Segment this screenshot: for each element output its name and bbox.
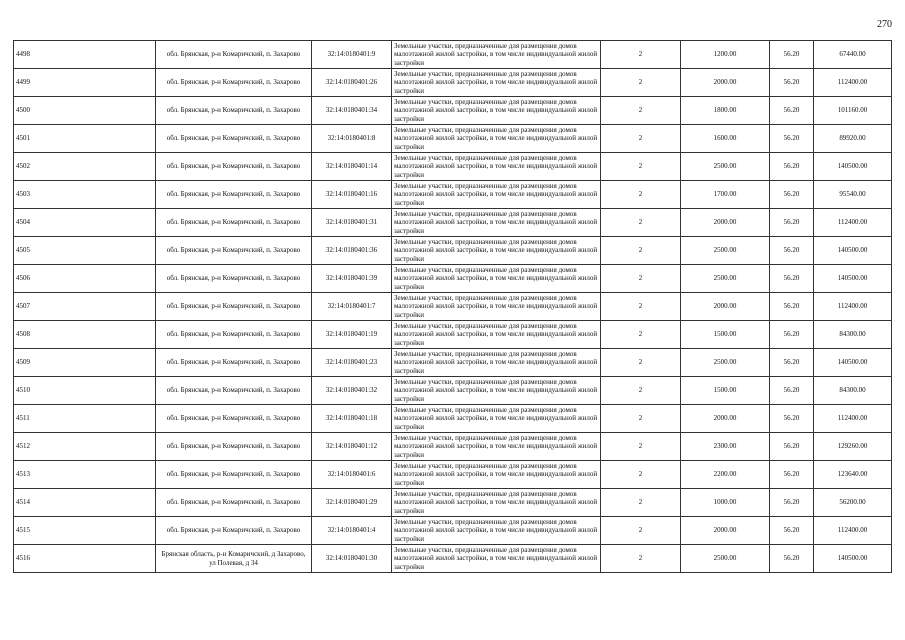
row-category: 2 — [601, 41, 681, 69]
row-address: обл. Брянская, р-н Комаричский, п. Захарово — [156, 405, 312, 433]
row-cadastral-number: 32:14:0180401:32 — [312, 377, 392, 405]
row-rate: 56.20 — [770, 209, 814, 237]
row-number: 4512 — [14, 433, 156, 461]
row-rate: 56.20 — [770, 349, 814, 377]
row-cadastral-number: 32:14:0180401:30 — [312, 545, 392, 573]
row-area: 1500.00 — [681, 321, 770, 349]
row-cadastral-number: 32:14:0180401:39 — [312, 265, 392, 293]
row-address: обл. Брянская, р-н Комаричский, п. Захарово — [156, 349, 312, 377]
row-address: обл. Брянская, р-н Комаричский, п. Захарово — [156, 377, 312, 405]
row-land-use: Земельные участки, предназначенные для размещения домов малоэтажной жилой застройки, в том числе индивидуальной жилой застройки — [392, 97, 601, 125]
row-address: обл. Брянская, р-н Комаричский, п. Захарово — [156, 41, 312, 69]
row-category: 2 — [601, 181, 681, 209]
row-number: 4503 — [14, 181, 156, 209]
row-number: 4510 — [14, 377, 156, 405]
row-cadastral-value: 140500.00 — [814, 349, 892, 377]
row-cadastral-number: 32:14:0180401:12 — [312, 433, 392, 461]
row-cadastral-number: 32:14:0180401:6 — [312, 461, 392, 489]
cadastral-value-table — [13, 40, 892, 573]
row-land-use: Земельные участки, предназначенные для размещения домов малоэтажной жилой застройки, в том числе индивидуальной жилой застройки — [392, 237, 601, 265]
row-address: обл. Брянская, р-н Комаричский, п. Захарово — [156, 321, 312, 349]
row-category: 2 — [601, 545, 681, 573]
row-area: 2200.00 — [681, 461, 770, 489]
row-category: 2 — [601, 97, 681, 125]
row-category: 2 — [601, 433, 681, 461]
table-row — [14, 153, 892, 181]
row-cadastral-value: 101160.00 — [814, 97, 892, 125]
row-land-use: Земельные участки, предназначенные для размещения домов малоэтажной жилой застройки, в том числе индивидуальной жилой застройки — [392, 41, 601, 69]
row-cadastral-value: 112400.00 — [814, 69, 892, 97]
row-area: 1500.00 — [681, 377, 770, 405]
row-land-use: Земельные участки, предназначенные для размещения домов малоэтажной жилой застройки, в том числе индивидуальной жилой застройки — [392, 433, 601, 461]
row-area: 2500.00 — [681, 237, 770, 265]
row-category: 2 — [601, 461, 681, 489]
row-address: Брянская область, р-н Комаричский, д Захарово, ул Полевая, д 34 — [156, 545, 312, 573]
row-number: 4500 — [14, 97, 156, 125]
row-area: 1000.00 — [681, 489, 770, 517]
row-rate: 56.20 — [770, 377, 814, 405]
row-rate: 56.20 — [770, 461, 814, 489]
row-category: 2 — [601, 349, 681, 377]
table-row — [14, 433, 892, 461]
row-category: 2 — [601, 209, 681, 237]
row-address: обл. Брянская, р-н Комаричский, п. Захарово — [156, 293, 312, 321]
row-land-use: Земельные участки, предназначенные для размещения домов малоэтажной жилой застройки, в том числе индивидуальной жилой застройки — [392, 377, 601, 405]
row-number: 4515 — [14, 517, 156, 545]
row-number: 4498 — [14, 41, 156, 69]
row-category: 2 — [601, 153, 681, 181]
row-cadastral-number: 32:14:0180401:19 — [312, 321, 392, 349]
row-rate: 56.20 — [770, 545, 814, 573]
table-row — [14, 293, 892, 321]
row-area: 2000.00 — [681, 209, 770, 237]
row-rate: 56.20 — [770, 41, 814, 69]
row-address: обл. Брянская, р-н Комаричский, п. Захарово — [156, 433, 312, 461]
row-land-use: Земельные участки, предназначенные для размещения домов малоэтажной жилой застройки, в том числе индивидуальной жилой застройки — [392, 405, 601, 433]
row-address: обл. Брянская, р-н Комаричский, п. Захарово — [156, 69, 312, 97]
row-number: 4509 — [14, 349, 156, 377]
table-row — [14, 69, 892, 97]
row-cadastral-number: 32:14:0180401:18 — [312, 405, 392, 433]
row-area: 2500.00 — [681, 545, 770, 573]
row-address: обл. Брянская, р-н Комаричский, п. Захарово — [156, 237, 312, 265]
row-rate: 56.20 — [770, 265, 814, 293]
row-cadastral-value: 112400.00 — [814, 517, 892, 545]
row-land-use: Земельные участки, предназначенные для размещения домов малоэтажной жилой застройки, в том числе индивидуальной жилой застройки — [392, 517, 601, 545]
row-rate: 56.20 — [770, 69, 814, 97]
row-category: 2 — [601, 237, 681, 265]
row-category: 2 — [601, 69, 681, 97]
row-cadastral-value: 84300.00 — [814, 321, 892, 349]
row-address: обл. Брянская, р-н Комаричский, п. Захарово — [156, 97, 312, 125]
row-cadastral-value: 123640.00 — [814, 461, 892, 489]
row-area: 2500.00 — [681, 153, 770, 181]
row-rate: 56.20 — [770, 517, 814, 545]
row-category: 2 — [601, 321, 681, 349]
table-row — [14, 125, 892, 153]
row-address: обл. Брянская, р-н Комаричский, п. Захарово — [156, 125, 312, 153]
table-row — [14, 405, 892, 433]
row-land-use: Земельные участки, предназначенные для размещения домов малоэтажной жилой застройки, в том числе индивидуальной жилой застройки — [392, 349, 601, 377]
row-cadastral-number: 32:14:0180401:14 — [312, 153, 392, 181]
row-number: 4502 — [14, 153, 156, 181]
row-cadastral-value: 140500.00 — [814, 237, 892, 265]
row-area: 2300.00 — [681, 433, 770, 461]
row-category: 2 — [601, 265, 681, 293]
row-cadastral-value: 112400.00 — [814, 405, 892, 433]
table-row — [14, 181, 892, 209]
row-number: 4511 — [14, 405, 156, 433]
row-rate: 56.20 — [770, 153, 814, 181]
table-row — [14, 517, 892, 545]
table-row — [14, 209, 892, 237]
row-cadastral-value: 84300.00 — [814, 377, 892, 405]
row-land-use: Земельные участки, предназначенные для размещения домов малоэтажной жилой застройки, в том числе индивидуальной жилой застройки — [392, 265, 601, 293]
row-cadastral-number: 32:14:0180401:16 — [312, 181, 392, 209]
table-row — [14, 237, 892, 265]
row-area: 2000.00 — [681, 405, 770, 433]
row-cadastral-value: 95540.00 — [814, 181, 892, 209]
row-rate: 56.20 — [770, 181, 814, 209]
row-cadastral-number: 32:14:0180401:4 — [312, 517, 392, 545]
row-land-use: Земельные участки, предназначенные для размещения домов малоэтажной жилой застройки, в том числе индивидуальной жилой застройки — [392, 125, 601, 153]
row-cadastral-value: 89920.00 — [814, 125, 892, 153]
row-cadastral-number: 32:14:0180401:23 — [312, 349, 392, 377]
row-rate: 56.20 — [770, 405, 814, 433]
row-number: 4507 — [14, 293, 156, 321]
row-category: 2 — [601, 517, 681, 545]
row-rate: 56.20 — [770, 237, 814, 265]
row-area: 2500.00 — [681, 265, 770, 293]
table-row — [14, 349, 892, 377]
row-area: 2000.00 — [681, 293, 770, 321]
row-area: 2000.00 — [681, 517, 770, 545]
row-cadastral-value: 140500.00 — [814, 265, 892, 293]
row-number: 4514 — [14, 489, 156, 517]
row-cadastral-value: 129260.00 — [814, 433, 892, 461]
row-cadastral-number: 32:14:0180401:36 — [312, 237, 392, 265]
row-category: 2 — [601, 125, 681, 153]
row-rate: 56.20 — [770, 293, 814, 321]
row-land-use: Земельные участки, предназначенные для размещения домов малоэтажной жилой застройки, в том числе индивидуальной жилой застройки — [392, 181, 601, 209]
row-area: 1200.00 — [681, 41, 770, 69]
row-land-use: Земельные участки, предназначенные для размещения домов малоэтажной жилой застройки, в том числе индивидуальной жилой застройки — [392, 209, 601, 237]
row-number: 4499 — [14, 69, 156, 97]
table-row — [14, 461, 892, 489]
row-land-use: Земельные участки, предназначенные для размещения домов малоэтажной жилой застройки, в том числе индивидуальной жилой застройки — [392, 153, 601, 181]
row-land-use: Земельные участки, предназначенные для размещения домов малоэтажной жилой застройки, в том числе индивидуальной жилой застройки — [392, 293, 601, 321]
table-row — [14, 97, 892, 125]
row-address: обл. Брянская, р-н Комаричский, п. Захарово — [156, 153, 312, 181]
row-cadastral-number: 32:14:0180401:34 — [312, 97, 392, 125]
row-category: 2 — [601, 489, 681, 517]
table-row — [14, 545, 892, 573]
row-category: 2 — [601, 293, 681, 321]
page-number: 270 — [877, 19, 892, 30]
row-rate: 56.20 — [770, 489, 814, 517]
table-row — [14, 41, 892, 69]
row-cadastral-number: 32:14:0180401:8 — [312, 125, 392, 153]
row-number: 4508 — [14, 321, 156, 349]
row-number: 4505 — [14, 237, 156, 265]
row-category: 2 — [601, 377, 681, 405]
row-area: 1800.00 — [681, 97, 770, 125]
row-number: 4516 — [14, 545, 156, 573]
row-area: 2000.00 — [681, 69, 770, 97]
row-area: 2500.00 — [681, 349, 770, 377]
row-address: обл. Брянская, р-н Комаричский, п. Захарово — [156, 265, 312, 293]
row-cadastral-value: 112400.00 — [814, 209, 892, 237]
row-rate: 56.20 — [770, 125, 814, 153]
row-rate: 56.20 — [770, 97, 814, 125]
row-cadastral-number: 32:14:0180401:7 — [312, 293, 392, 321]
row-cadastral-value: 112400.00 — [814, 293, 892, 321]
row-cadastral-number: 32:14:0180401:29 — [312, 489, 392, 517]
row-cadastral-value: 140500.00 — [814, 545, 892, 573]
row-number: 4504 — [14, 209, 156, 237]
table-body — [14, 41, 892, 573]
table-row — [14, 265, 892, 293]
row-address: обл. Брянская, р-н Комаричский, п. Захарово — [156, 461, 312, 489]
row-address: обл. Брянская, р-н Комаричский, п. Захарово — [156, 181, 312, 209]
row-cadastral-value: 56200.00 — [814, 489, 892, 517]
row-number: 4501 — [14, 125, 156, 153]
row-land-use: Земельные участки, предназначенные для размещения домов малоэтажной жилой застройки, в том числе индивидуальной жилой застройки — [392, 321, 601, 349]
row-land-use: Земельные участки, предназначенные для размещения домов малоэтажной жилой застройки, в том числе индивидуальной жилой застройки — [392, 461, 601, 489]
row-rate: 56.20 — [770, 321, 814, 349]
row-cadastral-value: 140500.00 — [814, 153, 892, 181]
row-land-use: Земельные участки, предназначенные для размещения домов малоэтажной жилой застройки, в том числе индивидуальной жилой застройки — [392, 69, 601, 97]
row-category: 2 — [601, 405, 681, 433]
row-address: обл. Брянская, р-н Комаричский, п. Захарово — [156, 517, 312, 545]
row-address: обл. Брянская, р-н Комаричский, п. Захарово — [156, 489, 312, 517]
table-row — [14, 489, 892, 517]
row-address: обл. Брянская, р-н Комаричский, п. Захарово — [156, 209, 312, 237]
row-land-use: Земельные участки, предназначенные для размещения домов малоэтажной жилой застройки, в том числе индивидуальной жилой застройки — [392, 489, 601, 517]
row-area: 1700.00 — [681, 181, 770, 209]
row-rate: 56.20 — [770, 433, 814, 461]
row-cadastral-number: 32:14:0180401:9 — [312, 41, 392, 69]
row-cadastral-value: 67440.00 — [814, 41, 892, 69]
table-row — [14, 321, 892, 349]
row-number: 4506 — [14, 265, 156, 293]
row-number: 4513 — [14, 461, 156, 489]
row-cadastral-number: 32:14:0180401:26 — [312, 69, 392, 97]
row-cadastral-number: 32:14:0180401:31 — [312, 209, 392, 237]
row-land-use: Земельные участки, предназначенные для размещения домов малоэтажной жилой застройки, в том числе индивидуальной жилой застройки — [392, 545, 601, 573]
table-row — [14, 377, 892, 405]
row-area: 1600.00 — [681, 125, 770, 153]
